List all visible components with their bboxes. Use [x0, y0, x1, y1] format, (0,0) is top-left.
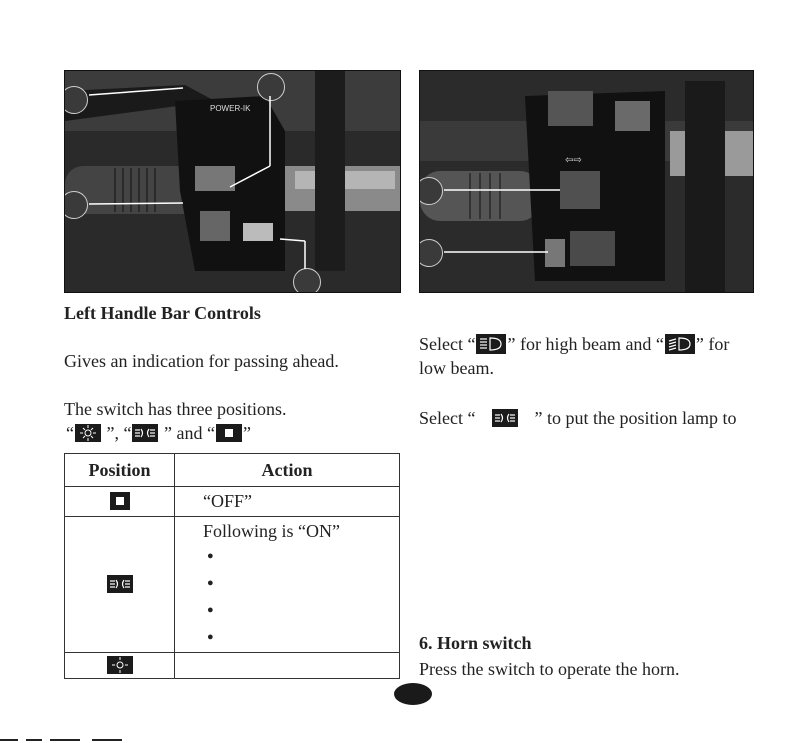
- bottom-rule: [50, 739, 80, 741]
- horn-text: Press the switch to operate the horn.: [419, 659, 680, 679]
- beam-text-c: ” for: [695, 334, 730, 354]
- right-handlebar-photo: [419, 70, 754, 293]
- separator-2: ” and “: [159, 423, 215, 443]
- beam-line-1: [419, 333, 729, 355]
- passing-text: Gives an indication for passing ahead.: [64, 351, 339, 371]
- off-square-icon: [216, 424, 242, 442]
- bottom-rule: [0, 739, 18, 741]
- quote-close: ”: [242, 423, 251, 443]
- photo-power-label: POWER-IK: [210, 104, 251, 113]
- quote-open: “: [66, 423, 74, 443]
- separator-1: ”, “: [102, 423, 132, 443]
- bullet-item: ●: [207, 577, 214, 589]
- bullet-item: ●: [207, 550, 214, 562]
- table-row-off: [65, 487, 400, 517]
- lamp-text-b: ” to put the position lamp to: [529, 408, 737, 428]
- high-beam-icon: [476, 334, 506, 354]
- table-row-sun: [65, 653, 400, 679]
- page-number-badge: [394, 683, 432, 705]
- table-header-row: [65, 454, 400, 487]
- position-lamp-icon: [107, 575, 133, 593]
- action-sun: [175, 653, 400, 679]
- position-lamp-icon: [132, 424, 158, 442]
- position-action-table: [64, 453, 400, 679]
- switch-positions-text: The switch has three positions.: [64, 399, 287, 419]
- position-lamp-icon: [492, 409, 518, 427]
- bottom-rule: [26, 739, 42, 741]
- column-header-action: Action: [175, 454, 400, 487]
- beam-text-b: ” for high beam and “: [507, 334, 664, 354]
- left-handlebar-photo: [64, 70, 401, 293]
- low-beam-icon: [665, 334, 695, 354]
- positions-line: [66, 422, 251, 444]
- sun-icon: [75, 424, 101, 442]
- beam-line-2: low beam.: [419, 358, 494, 378]
- beam-text-a: Select “: [419, 334, 476, 354]
- bullet-item: ●: [207, 631, 214, 643]
- bullet-item: ●: [207, 604, 214, 616]
- horn-heading: 6. Horn switch: [419, 633, 532, 653]
- column-header-position: Position: [65, 454, 175, 487]
- lamp-text-a: Select “: [419, 408, 480, 428]
- lamp-line: [419, 407, 736, 429]
- action-following-on: Following is “ON”: [203, 521, 340, 541]
- svg-text:⇦⇨: ⇦⇨: [565, 155, 582, 166]
- left-heading: Left Handle Bar Controls: [64, 303, 261, 323]
- sun-icon: [107, 656, 133, 674]
- bottom-rule: [92, 739, 122, 741]
- off-square-icon: [110, 492, 130, 510]
- action-off: “OFF”: [175, 487, 400, 517]
- table-row-position-lamp: [65, 517, 400, 653]
